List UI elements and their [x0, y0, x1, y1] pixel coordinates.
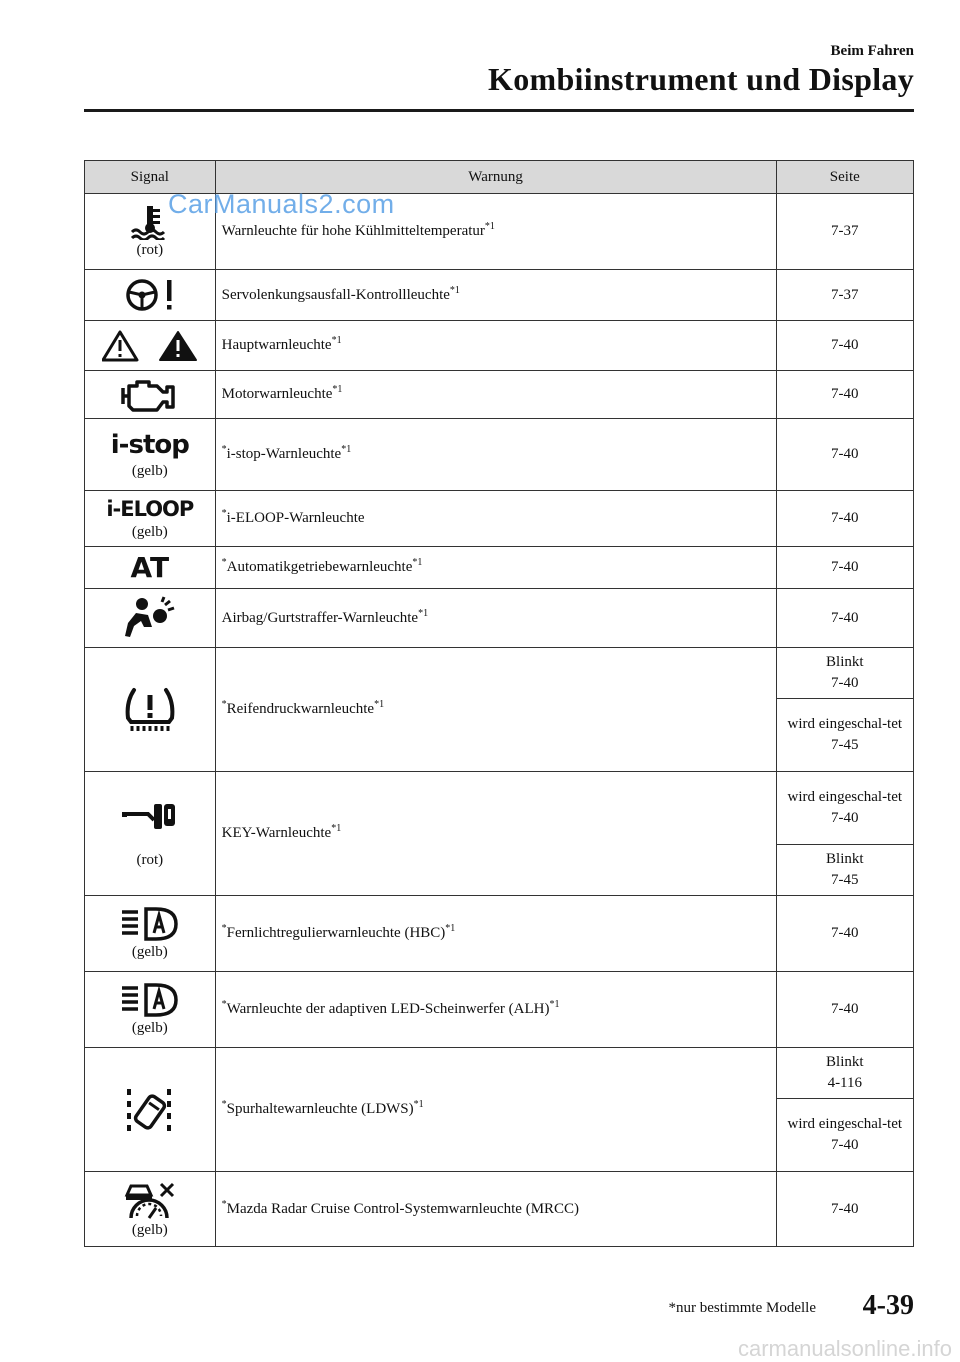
warning-text: Mazda Radar Cruise Control-Systemwarnleuchte (MRCC): [226, 1200, 580, 1217]
adaptive-led-headlight-icon: [120, 982, 180, 1018]
table-row: [85, 371, 914, 419]
warning-text: Hauptwarnleuchte: [221, 337, 332, 353]
page-reference: 7-40: [831, 675, 859, 691]
table-row: [85, 547, 914, 589]
table-row: [85, 896, 914, 972]
i-stop-icon: i-stop: [110, 430, 189, 460]
footnote-marker: *: [221, 444, 227, 455]
warning-cell: [215, 491, 776, 547]
warning-cell: [215, 371, 776, 419]
signal-cell: [85, 321, 216, 371]
warning-cell: [215, 321, 776, 371]
warning-text: Fernlichtregulierwarnleuchte (HBC): [226, 925, 446, 941]
column-header-signal: Signal: [85, 161, 216, 194]
page-cell: 7-40: [776, 972, 913, 1048]
signal-cell: [85, 589, 216, 648]
page-cell: 7-40: [776, 547, 913, 589]
page-cell: 7-40: [776, 491, 913, 547]
signal-cell: [85, 896, 216, 972]
master-warning-icon: [102, 329, 198, 363]
light-color: (gelb): [131, 1020, 168, 1036]
signal-cell: [85, 772, 216, 896]
footnote-marker: *1: [445, 923, 456, 934]
table-row: [85, 1048, 914, 1099]
page-cell: [776, 772, 913, 845]
page-cell: 7-40: [776, 419, 913, 491]
light-color: (rot): [136, 242, 164, 258]
column-header-warning: Warnung: [215, 161, 776, 194]
page-cell: 7-40: [776, 589, 913, 648]
airbag-icon: [124, 596, 176, 640]
footnote-marker: *1: [331, 823, 342, 834]
footnote-marker: *: [221, 557, 227, 568]
table-row: [85, 491, 914, 547]
footnote-marker: *: [221, 999, 227, 1010]
warning-text: Spurhaltewarnleuchte (LDWS): [226, 1101, 414, 1117]
power-steering-icon: [122, 278, 178, 312]
footnote-marker: *1: [413, 1099, 424, 1110]
warning-cell: [215, 1048, 776, 1172]
at-icon: AT: [130, 550, 170, 584]
page-cell: [776, 1048, 913, 1099]
page-cell: 7-40: [776, 371, 913, 419]
page-cell: 7-40: [776, 896, 913, 972]
page-status: wird eingeschal-tet: [787, 1116, 903, 1132]
high-beam-control-icon: [120, 906, 180, 942]
signal-cell: [85, 491, 216, 547]
table-row: [85, 419, 914, 491]
signal-cell: [85, 648, 216, 772]
light-color: (gelb): [131, 1221, 168, 1238]
page-reference: 7-45: [831, 737, 859, 753]
light-color: (gelb): [131, 944, 168, 960]
page-cell: 7-37: [776, 270, 913, 321]
light-color: (gelb): [131, 463, 168, 479]
warning-cell: [215, 1172, 776, 1247]
watermark-bottom: carmanualsonline.info: [737, 1336, 952, 1361]
table-row: [85, 648, 914, 699]
footnote-marker: *1: [374, 699, 385, 710]
warning-text: Warnleuchte für hohe Kühlmitteltemperatur: [221, 223, 485, 239]
footnote-marker: *: [221, 1198, 227, 1210]
footnote-marker: *1: [332, 384, 343, 395]
signal-cell: [85, 419, 216, 491]
table-row: [85, 589, 914, 648]
page-status: Blinkt: [826, 1054, 864, 1070]
footnote-marker: *: [221, 699, 227, 710]
warning-text: i-stop-Warnleuchte: [226, 446, 342, 462]
warning-cell: [215, 270, 776, 321]
page-header: [84, 42, 914, 98]
column-header-page: Seite: [776, 161, 913, 194]
warning-cell: [215, 589, 776, 648]
i-eloop-icon: i-ELOOP: [106, 497, 194, 521]
footnote-marker: *1: [449, 284, 460, 296]
footnote-marker: *: [221, 923, 227, 934]
signal-cell: [85, 371, 216, 419]
warning-text: Warnleuchte der adaptiven LED-Scheinwerfer (ALH): [226, 1001, 550, 1017]
warning-cell: [215, 772, 776, 896]
page-cell: 7-40: [776, 321, 913, 371]
page-cell: [776, 845, 913, 896]
warning-text: Reifendruckwarnleuchte: [226, 701, 375, 717]
warning-cell: [215, 547, 776, 589]
page-cell: [776, 648, 913, 699]
page-status: wird eingeschal-tet: [787, 789, 903, 805]
radar-cruise-icon: [123, 1180, 177, 1220]
footnote-marker: *1: [412, 557, 423, 568]
section-title: Beim Fahren: [830, 43, 914, 59]
warning-text: KEY-Warnleuchte: [221, 825, 332, 841]
warning-cell: [215, 419, 776, 491]
footnote-marker: *1: [484, 221, 495, 232]
footnote: *nur bestimmte Modelle: [668, 1300, 816, 1316]
page-title: Kombiinstrument und Display: [488, 61, 914, 97]
page-reference: 7-40: [831, 1137, 859, 1153]
warning-text: i-ELOOP-Warnleuchte: [226, 510, 365, 526]
page-cell: [776, 1099, 913, 1172]
lane-departure-icon: [125, 1085, 175, 1135]
page-number: 4-39: [862, 1290, 914, 1321]
light-color: (gelb): [131, 524, 168, 540]
key-icon: [120, 798, 180, 832]
signal-cell: [85, 1048, 216, 1172]
page-reference: 7-40: [831, 810, 859, 826]
table-row: [85, 321, 914, 371]
signal-cell: [85, 1172, 216, 1247]
coolant-temperature-icon: [128, 204, 172, 240]
signal-cell: [85, 270, 216, 321]
warning-cell: [215, 972, 776, 1048]
page-cell: 7-37: [776, 194, 913, 270]
footnote-marker: *1: [331, 335, 342, 346]
warning-text: Servolenkungsausfall-Kontrollleuchte: [221, 286, 450, 303]
page-status: wird eingeschal-tet: [787, 716, 903, 732]
table-row: [85, 1172, 914, 1247]
footnote-marker: *1: [341, 444, 352, 455]
footnote-marker: *1: [418, 607, 429, 619]
header-rule: [84, 109, 914, 112]
signal-cell: [85, 972, 216, 1048]
table-row: [85, 270, 914, 321]
table-row: [85, 972, 914, 1048]
table-row: [85, 772, 914, 845]
footnote-marker: *1: [549, 999, 560, 1010]
warning-cell: [215, 648, 776, 772]
page-reference: 7-45: [831, 872, 859, 888]
warning-text: Motorwarnleuchte: [221, 386, 333, 402]
tire-pressure-icon: [122, 686, 178, 734]
page-cell: [776, 699, 913, 772]
signal-cell: [85, 547, 216, 589]
warning-light-table: [84, 160, 914, 1247]
light-color: (rot): [136, 852, 164, 868]
page-cell: 7-40: [776, 1172, 913, 1247]
page-status: Blinkt: [826, 654, 864, 670]
warning-text: Automatikgetriebewarnleuchte: [226, 559, 413, 575]
engine-icon: [120, 377, 180, 413]
watermark-top: CarManuals2.com: [168, 189, 395, 219]
warning-text: Airbag/Gurtstraffer-Warnleuchte: [221, 609, 419, 626]
warning-cell: [215, 896, 776, 972]
page-status: Blinkt: [826, 851, 864, 867]
page-reference: 4-116: [827, 1075, 863, 1091]
footnote-marker: *: [221, 508, 227, 519]
footnote-marker: *: [221, 1099, 227, 1110]
